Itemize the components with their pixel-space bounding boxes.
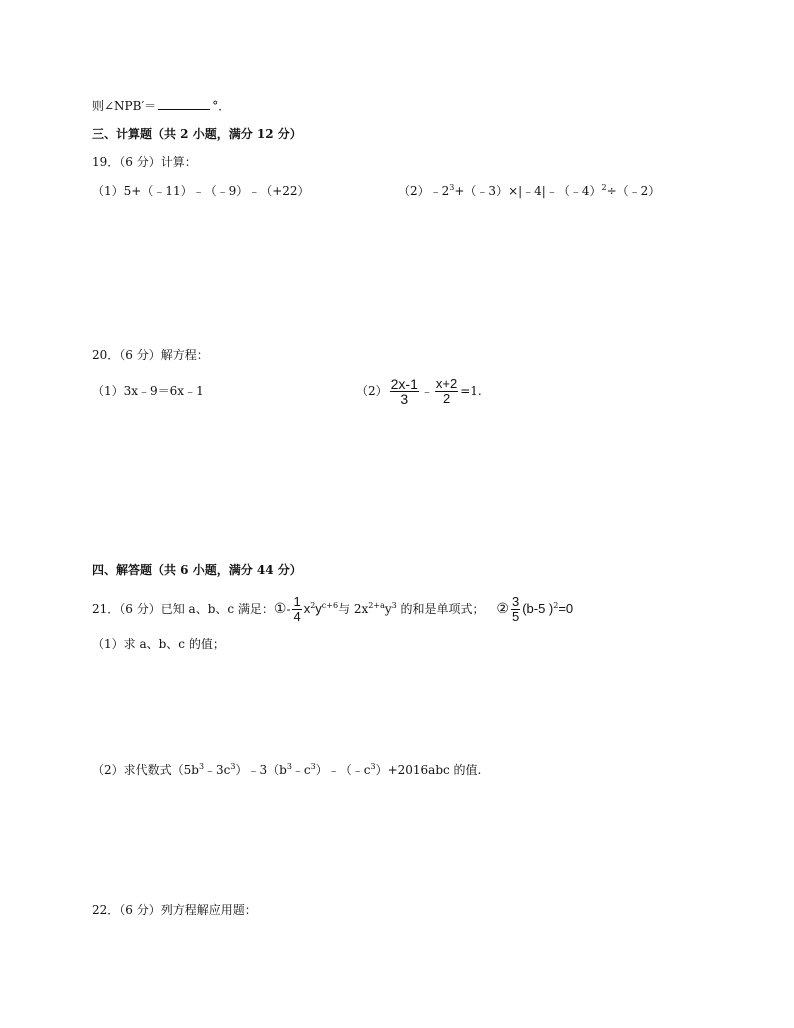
q21-term3-exp: 2 xyxy=(553,601,559,610)
q20-fraction-2 xyxy=(435,377,458,406)
q21-part2-exp5: 3 xyxy=(370,762,376,771)
prev-question-suffix: °． xyxy=(212,99,231,113)
q21-term3-rhs: =0 xyxy=(558,601,574,616)
q21-part1: （1）求 a、b、c 的值； xyxy=(92,637,225,651)
q21-part2-c: ）﹣3（b xyxy=(235,763,287,777)
section-3-heading: 三、计算题（共 2 小题，满分 12 分） xyxy=(92,127,302,141)
q20-part2-label: （2） xyxy=(356,384,388,398)
q21-term2-y: y xyxy=(384,602,392,616)
q21-term1-y: y xyxy=(315,601,322,616)
q21-part2-f: ）+2016abc 的值. xyxy=(375,763,482,777)
circled-two-icon: ② xyxy=(496,601,509,617)
q21-fracA-denominator: 4 xyxy=(293,609,301,624)
q21-part2-d: ﹣c xyxy=(291,763,311,777)
q19-part2-a: （2）﹣2 xyxy=(398,184,450,198)
q21-part2-exp4: 3 xyxy=(310,762,316,771)
q20-frac2-numerator: x+2 xyxy=(435,376,458,391)
q21-with: 与 2x xyxy=(338,602,369,616)
q21-term1-yexp: c+6 xyxy=(321,601,339,610)
q21-header-line xyxy=(92,592,573,626)
q20-frac1-numerator: 2x-1 xyxy=(390,376,418,392)
q19-part2-exp2: 2 xyxy=(601,183,607,192)
q22-header: 22．（6 分）列方程解应用题： xyxy=(92,903,257,917)
q21-part2-b: ﹣3c xyxy=(204,763,231,777)
q19-part1: （1）5+（﹣11）﹣（﹣9）﹣（+22） xyxy=(92,184,310,198)
q21-fracB-numerator: 3 xyxy=(511,594,520,609)
q21-neg-sign: - xyxy=(286,602,291,616)
q19-header: 19．（6 分）计算： xyxy=(92,155,197,169)
q21-term1-x: x xyxy=(303,601,311,616)
q21-part2-exp2: 3 xyxy=(230,762,236,771)
circled-one-icon: ① xyxy=(273,601,287,617)
q21-term2-exp: 2+a xyxy=(368,601,385,610)
q21-part2 xyxy=(92,762,481,778)
q20-header: 20．（6 分）解方程： xyxy=(92,348,209,362)
q21-part2-e: ）﹣（﹣c xyxy=(315,763,371,777)
q21-fracA-numerator: 1 xyxy=(293,594,301,609)
answer-blank[interactable] xyxy=(158,98,210,110)
q21-sum-text: 的和是单项式； xyxy=(396,602,485,616)
q20-rhs: =1. xyxy=(460,384,482,398)
q21-part2-exp3: 3 xyxy=(286,762,292,771)
q21-fracB-denominator: 5 xyxy=(511,609,520,624)
q21-term2-yexp: 3 xyxy=(391,601,397,610)
q21-fraction-b xyxy=(511,595,520,624)
q20-minus: ﹣ xyxy=(420,384,433,398)
q21-term3: (b-5 ) xyxy=(522,601,554,616)
q21-term1-xexp: 2 xyxy=(310,601,316,610)
q21-part2-a: （2）求代数式（5b xyxy=(92,763,199,777)
q19-part2-b: +（﹣3）×|﹣4|﹣（﹣4） xyxy=(454,184,602,198)
q20-frac2-denominator: 2 xyxy=(442,391,451,406)
q21-fraction-a xyxy=(292,595,301,624)
q19-part2-c: ÷（﹣2） xyxy=(606,184,661,198)
q21-header: 21．（6 分）已知 a、b、c 满足： xyxy=(92,602,274,616)
q19-part2 xyxy=(398,183,660,199)
q20-part1: （1）3x﹣9＝6x﹣1 xyxy=(92,384,204,398)
q19-part2-exp1: 3 xyxy=(449,183,455,192)
q20-part2 xyxy=(356,374,482,408)
q20-frac1-denominator: 3 xyxy=(400,391,409,407)
q21-part2-exp1: 3 xyxy=(198,762,205,771)
section-4-heading: 四、解答题（共 6 小题，满分 44 分） xyxy=(92,563,302,577)
prev-question-line xyxy=(92,98,230,114)
q20-fraction-1 xyxy=(390,377,419,406)
prev-question-prefix: 则∠NPB′＝ xyxy=(92,99,157,113)
